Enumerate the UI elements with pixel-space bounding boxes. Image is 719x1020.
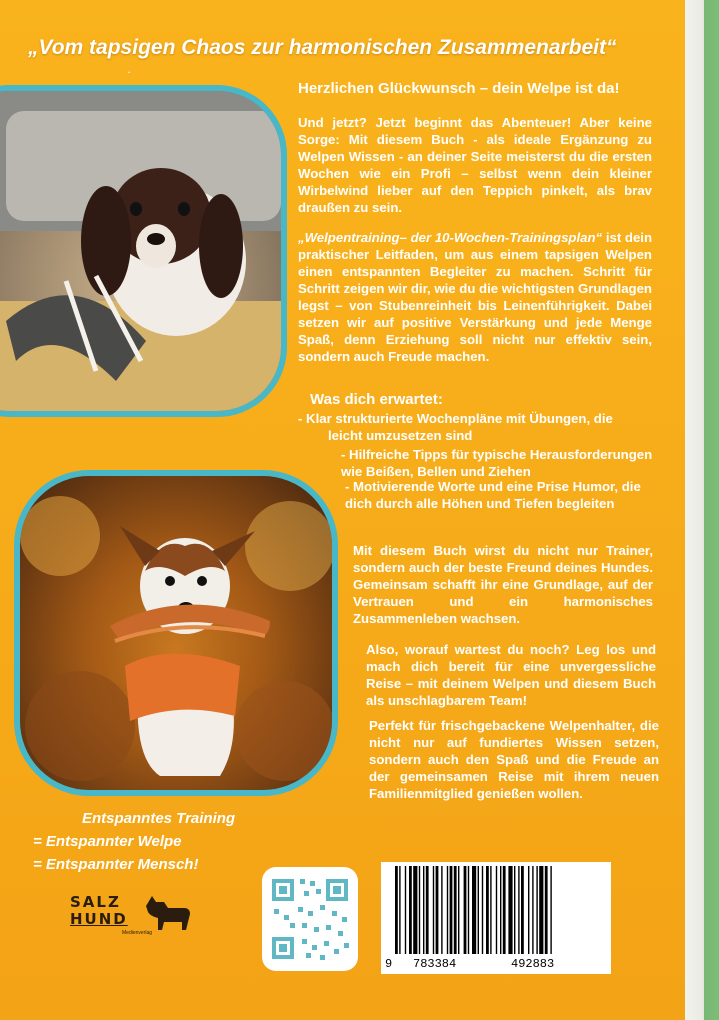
terrier-illustration	[20, 476, 332, 790]
isbn-digits-left: 783384	[413, 957, 457, 971]
barcode-bar	[450, 866, 453, 954]
barcode-bar	[409, 866, 412, 954]
publisher-line2: HUND	[70, 910, 128, 928]
dog-silhouette-icon	[140, 892, 192, 932]
barcode-bar	[433, 866, 434, 954]
barcode-bar	[518, 866, 519, 954]
book-title: „Welpentraining– der 10-Wochen-Trainingsplan“	[298, 230, 603, 245]
barcode-bar	[496, 866, 497, 954]
isbn-digit-prefix: 9	[385, 957, 393, 971]
barcode-bar	[464, 866, 467, 954]
spaniel-illustration	[0, 91, 281, 411]
barcode-bar	[486, 866, 489, 954]
intro-paragraph: Und jetzt? Jetzt beginnt das Abenteuer! Aber keine Sorge: Mit diesem Buch - als ideale Ergänzung zu Welpen Wissen - an deiner Seite meisterst du die ersten Wochen wie ein Profi – selbst wenn dein kleiner Wirbelwind lieber auf den Teppich pinkelt, als brav draußen zu sein.	[298, 115, 652, 215]
barcode-bar	[545, 866, 548, 954]
expect-item-2: - Hilfreiche Tipps für typische Herausforderungen wie Beißen, Bellen und Ziehen	[341, 447, 653, 479]
expect-item-1-cont: leicht umzusetzen sind	[328, 428, 473, 443]
barcode-bar	[503, 866, 506, 954]
barcode-bar	[426, 866, 429, 954]
barcode-bar	[508, 866, 512, 954]
barcode-bar	[399, 866, 400, 954]
barcode-bar	[528, 866, 529, 954]
barcode-bar	[405, 866, 406, 954]
puppy-photo-spaniel	[0, 85, 287, 417]
barcode-bar	[436, 866, 439, 954]
headline: „Vom tapsigen Chaos zur harmonischen Zusammenarbeit“	[28, 36, 617, 59]
barcode-bar	[539, 866, 543, 954]
barcode-bar	[413, 866, 417, 954]
barcode-bar	[500, 866, 501, 954]
body-paragraph-2: Also, worauf wartest du noch? Leg los und mach dich bereit für eine unvergessliche Reise – mit deinem Welpen und diesem Buch als unschlagbarem Team!	[366, 642, 656, 708]
decor-dot: .	[128, 66, 131, 75]
barcode-bar	[490, 866, 491, 954]
tagline-1: Entspanntes Training	[82, 810, 236, 827]
barcode-bar	[447, 866, 448, 954]
publisher-name	[70, 894, 128, 928]
barcode-bar	[419, 866, 420, 954]
book-spine	[685, 0, 719, 1020]
barcode-bar	[532, 866, 533, 954]
barcode-bar	[514, 866, 515, 954]
puppy-photo-terrier	[14, 470, 338, 796]
tagline-2: = Entspannter Welpe	[33, 833, 182, 850]
publisher-subtitle: Medienverlag	[122, 930, 153, 936]
barcode-bar	[482, 866, 483, 954]
barcode-bar	[441, 866, 442, 954]
barcode-bar	[472, 866, 476, 954]
body-paragraph-3: Perfekt für frischgebackene Welpenhalter, die nicht nur auf fundiertes Wissen setzen, sondern auch den Spaß und die Freude an der gemeinsamen Reise mit ihrem neuen Familienmitglied genießen wollen.	[369, 718, 659, 801]
publisher-logo	[70, 890, 195, 940]
qr-code-icon	[262, 867, 358, 971]
barcode-bar	[458, 866, 459, 954]
qr-code[interactable]	[262, 867, 358, 971]
description-text: ist dein praktischer Leitfaden, um aus einem tapsigen Welpen einen entspannten Begleiter zu machen. Schritt für Schritt zeigen wir dir, wie du die wichtigsten Grundlagen legst – von Stubenreinheit bis Leinenführigkeit. Dabei setzen wir auf positive Verstärkung und jede Menge Spaß, denn Erziehung soll nicht nur effektiv sein, sondern auch Freude machen.	[298, 230, 653, 364]
barcode-bar	[478, 866, 479, 954]
publisher-line1: SALZ	[70, 893, 121, 911]
barcode-bar	[423, 866, 424, 954]
isbn-barcode	[381, 862, 611, 974]
welcome-heading: Herzlichen Glückwunsch – dein Welpe ist da!	[298, 80, 620, 97]
barcode-bar	[521, 866, 524, 954]
expect-item-3: - Motivierende Worte und eine Prise Humor, die dich durch alle Höhen und Tiefen begleiten	[345, 479, 641, 511]
barcode-bar	[395, 866, 398, 954]
barcode-bar	[454, 866, 457, 954]
expect-item-1: - Klar strukturierte Wochenpläne mit Übungen, die	[298, 411, 613, 426]
tagline-3: = Entspannter Mensch!	[33, 856, 199, 873]
isbn-digits-right: 492883	[511, 957, 555, 971]
expect-heading: Was dich erwartet:	[310, 391, 443, 408]
barcode-bar	[468, 866, 469, 954]
description-paragraph	[298, 229, 652, 365]
body-paragraph-1: Mit diesem Buch wirst du nicht nur Trainer, sondern auch der beste Freund deines Hundes. Gemeinsam schafft ihr eine Grundlage, auf der Vertrauen und ein harmonisches Zusammenleben wachsen.	[353, 543, 653, 626]
barcode-bar	[550, 866, 551, 954]
barcode-bars	[381, 862, 611, 957]
barcode-bar	[536, 866, 537, 954]
